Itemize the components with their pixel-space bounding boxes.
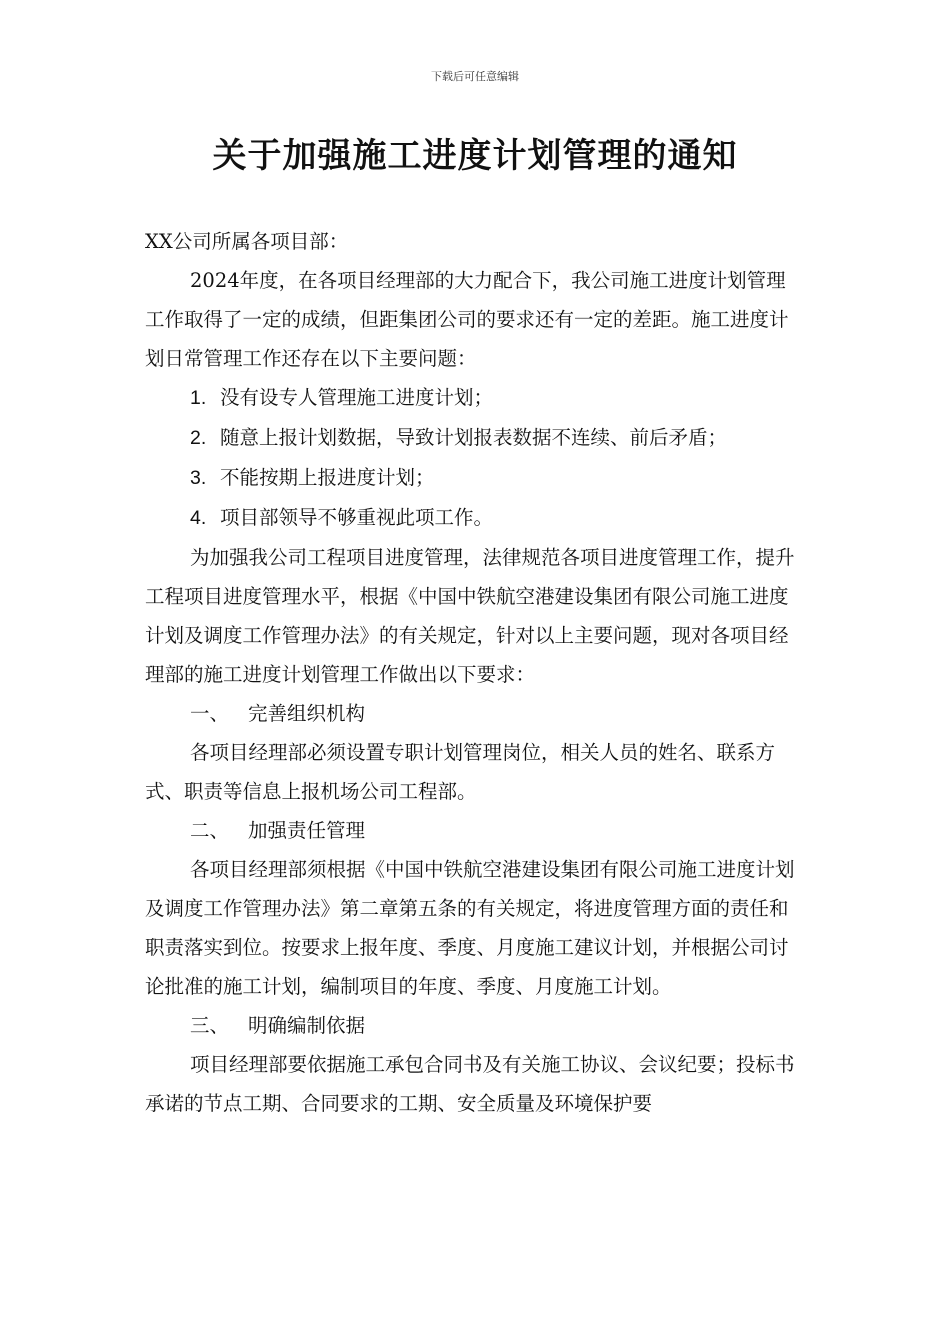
header-note: 下载后可任意编辑 (431, 70, 519, 83)
problem-text: 项目部领导不够重视此项工作。 (220, 506, 494, 529)
section-paragraph: 项目经理部要依据施工承包合同书及有关施工协议、会议纪要；投标书承诺的节点工期、合同要求的工期、安全质量及环境保护要 (145, 1053, 795, 1115)
problem-text: 没有设专人管理施工进度计划； (220, 386, 494, 409)
section-ordinal: 一、 (190, 702, 230, 725)
section-heading-text: 完善组织机构 (248, 702, 366, 725)
problem-text: 随意上报计划数据，导致计划报表数据不连续、前后矛盾； (220, 426, 728, 449)
problem-item (145, 418, 800, 458)
problem-number: 2. (190, 427, 207, 449)
problem-item (145, 498, 800, 538)
section-paragraph: 各项目经理部必须设置专职计划管理岗位，相关人员的姓名、联系方式、职责等信息上报机场公司工程部。 (145, 741, 776, 803)
section-paragraph: 各项目经理部须根据《中国中铁航空港建设集团有限公司施工进度计划及调度工作管理办法》第二章第五条的有关规定，将进度管理方面的责任和职责落实到位。按要求上报年度、季度、月度施工建议计划，并根据公司讨论批准的施工计划，编制项目的年度、季度、月度施工计划。 (145, 858, 795, 998)
problem-number: 4. (190, 507, 207, 529)
intro-paragraph: 2024年度，在各项目经理部的大力配合下，我公司施工进度计划管理工作取得了一定的成绩，但距集团公司的要求还有一定的差距。施工进度计划日常管理工作还存在以下主要问题： (145, 269, 789, 370)
problem-text: 不能按期上报进度计划； (220, 466, 435, 489)
salutation: XX公司所属各项目部： (145, 230, 349, 253)
section-heading-text: 加强责任管理 (248, 819, 366, 842)
problem-number: 3. (190, 467, 207, 489)
section-ordinal: 三、 (190, 1014, 230, 1037)
problem-number: 1. (190, 387, 207, 409)
problem-item (145, 378, 800, 418)
section-ordinal: 二、 (190, 819, 230, 842)
purpose-paragraph: 为加强我公司工程项目进度管理，法律规范各项目进度管理工作，提升工程项目进度管理水平，根据《中国中铁航空港建设集团有限公司施工进度计划及调度工作管理办法》的有关规定，针对以上主要问题，现对各项目经理部的施工进度计划管理工作做出以下要求： (145, 546, 795, 686)
document-title: 关于加强施工进度计划管理的通知 (212, 136, 738, 176)
section-heading-text: 明确编制依据 (248, 1014, 366, 1037)
document-body (145, 222, 800, 1123)
section-heading (145, 811, 800, 850)
section-heading (145, 694, 800, 733)
section-heading (145, 1006, 800, 1045)
problem-item (145, 458, 800, 498)
